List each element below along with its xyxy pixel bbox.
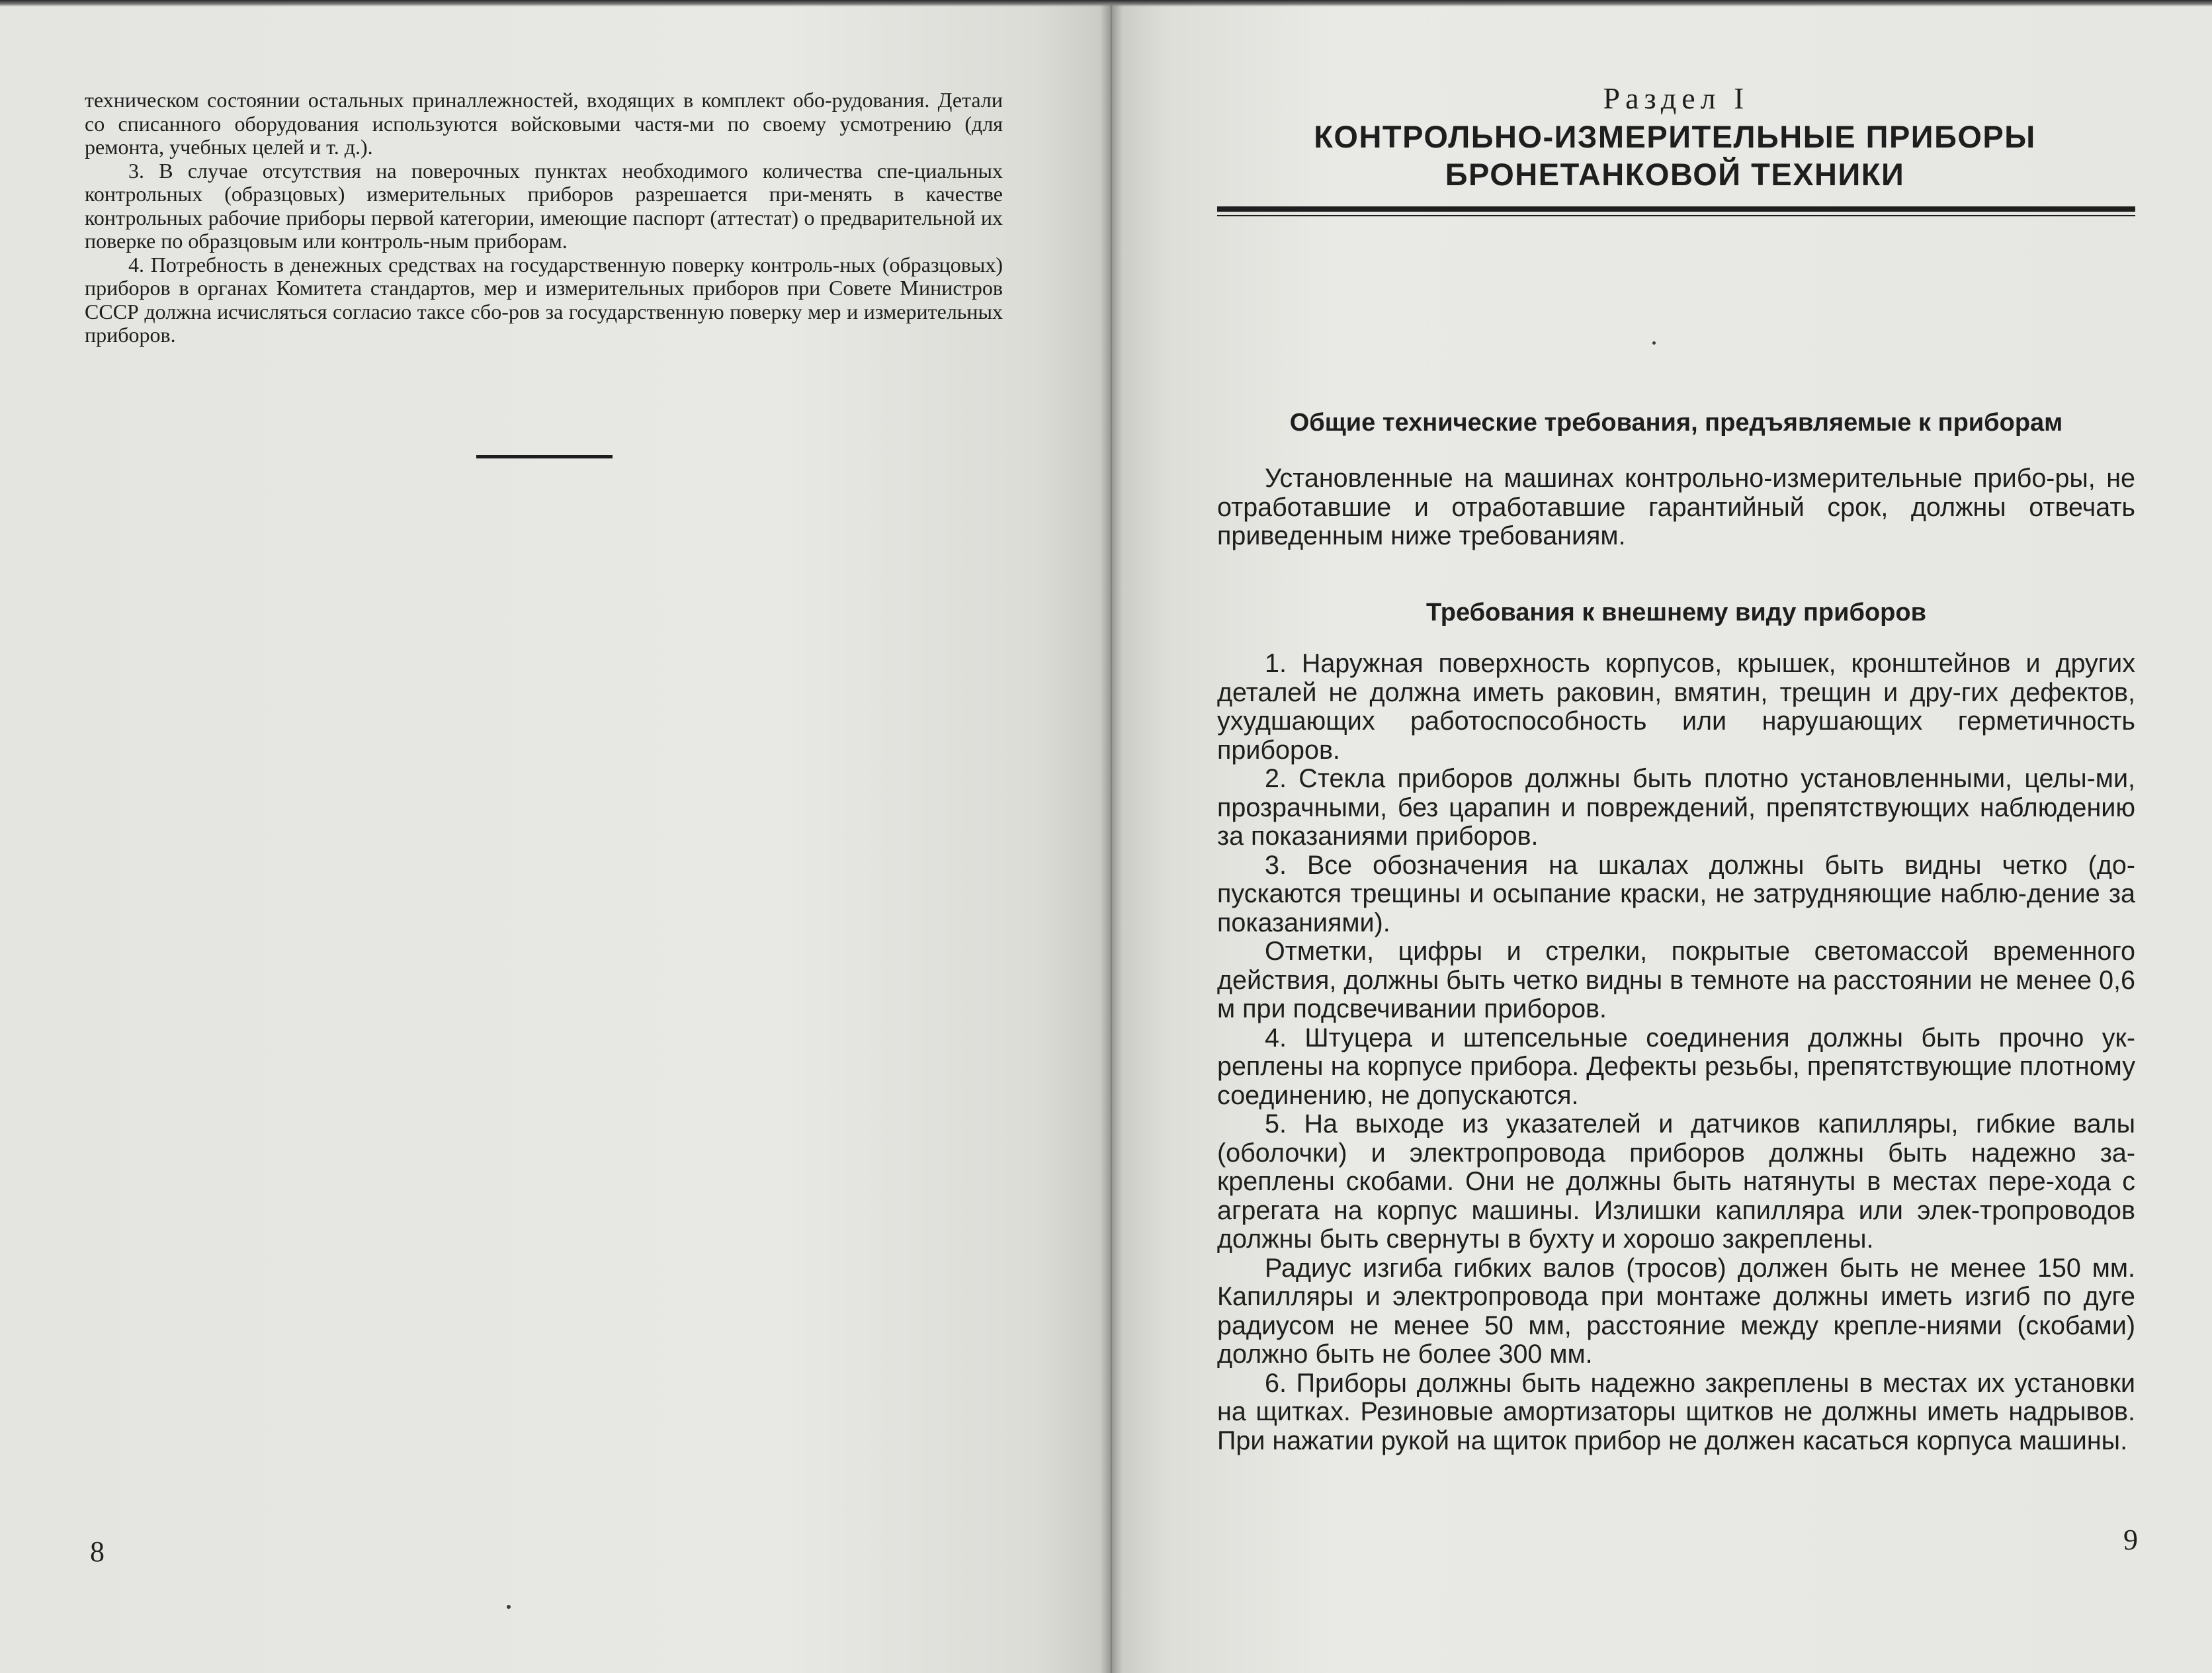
requirement-paragraph: Отметки, цифры и стрелки, покрытые светомассой временного действия, должны быть четко видны в темноте на расстоянии не менее 0,6 м при подсвечивании приборов. (1217, 937, 2135, 1023)
print-speck (507, 1605, 511, 1609)
requirement-paragraph: 3. Все обозначения на шкалах должны быть видны четко (до-пускаются трещины и осыпание краски, не затрудняющие наблю-дение за показаниями). (1217, 850, 2135, 937)
requirement-paragraph: Радиус изгиба гибких валов (тросов) должен быть не менее 150 мм. Капилляры и электропровода при монтаже должны иметь изгиб по дуге радиусом не менее 50 мм, расстояние между крепле-ниями (скобами) должно быть не более 300 мм. (1217, 1253, 2135, 1369)
section-title-line: КОНТРОЛЬНО-ИЗМЕРИТЕЛЬНЫЕ ПРИБОРЫ (1314, 119, 2036, 154)
intro-text (1217, 464, 2135, 551)
left-page-text (85, 89, 1003, 347)
end-rule (476, 455, 613, 458)
subheading-appearance: Требования к внешнему виду приборов (1426, 599, 1926, 626)
section-title (1217, 118, 2133, 193)
left-paragraph: техническом состоянии остальных приналлежностей, входящих в комплект обо-рудования. Детали со списанного оборудования используются войсковыми частя-ми по своему усмотрению (для ремонта, учебных целей и т. д.). (85, 88, 1003, 159)
print-speck (1652, 341, 1656, 345)
requirement-paragraph: 4. Штуцера и штепсельные соединения должны быть прочно ук-реплены на корпусе прибора. Дефекты резьбы, препятствующие плотному соединению, не допускаются. (1217, 1023, 2135, 1110)
section-label: Раздел I (1603, 81, 1750, 115)
requirement-paragraph: 1. Наружная поверхность корпусов, крышек, кронштейнов и других деталей не должна иметь раковин, вмятин, трещин и дру-гих дефектов, ухудшающих работоспособность или нарушающих герметичность приборов. (1217, 649, 2135, 765)
title-rule (1217, 215, 2135, 216)
requirement-paragraph: 6. Приборы должны быть надежно закреплены в местах их установки на щитках. Резиновые амортизаторы щитков не должны иметь надрывов. При нажатии рукой на щиток прибор не должен касаться корпуса машины. (1217, 1368, 2135, 1455)
requirement-paragraph: 2. Стекла приборов должны быть плотно установленными, целы-ми, прозрачными, без царапин и повреждений, препятствующих наблюдению за показаниями приборов. (1217, 764, 2135, 851)
book-gutter (1100, 0, 1123, 1673)
subheading-general: Общие технические требования, предъявляемые к приборам (1289, 409, 2063, 437)
requirement-paragraph: 5. На выходе из указателей и датчиков капилляры, гибкие валы (оболочки) и электропровода приборов должны быть надежно за-креплены скобами. Они не должны быть натянуты в местах пере-хода с агрегата на корпус машины. Излишки капилляра или элек-тропроводов должны быть свернуты в бухту и хорошо закреплены. (1217, 1109, 2135, 1254)
page-number-left: 8 (90, 1535, 105, 1568)
left-paragraph: 4. Потребность в денежных средствах на государственную поверку контроль-ных (образцовых) приборов в органах Комитета стандартов, мер и измерительных приборов при Совете Министров СССР должна исчисляться согласио таксе сбо-ров за государственную поверку мер и измерительных приборов. (85, 252, 1003, 347)
requirements-list (1217, 650, 2135, 1455)
page-number-right: 9 (2123, 1523, 2138, 1556)
section-title-line: БРОНЕТАНКОВОЙ ТЕХНИКИ (1445, 157, 1905, 192)
intro-paragraph: Установленные на машинах контрольно-измерительные прибо-ры, не отработавшие и отработавшие гарантийный срок, должны отвечать приведенным ниже требованиям. (1217, 464, 2135, 550)
scan-top-edge (0, 0, 2212, 7)
title-rule (1217, 206, 2135, 212)
left-paragraph: 3. В случае отсутствия на поверочных пунктах необходимого количества спе-циальных контрольных (образцовых) измерительных приборов разрешается при-менять в качестве контрольных рабочие приборы первой категории, имеющие паспорт (аттестат) о предварительной их поверке по образцовым или контроль-ным приборам. (85, 158, 1003, 253)
